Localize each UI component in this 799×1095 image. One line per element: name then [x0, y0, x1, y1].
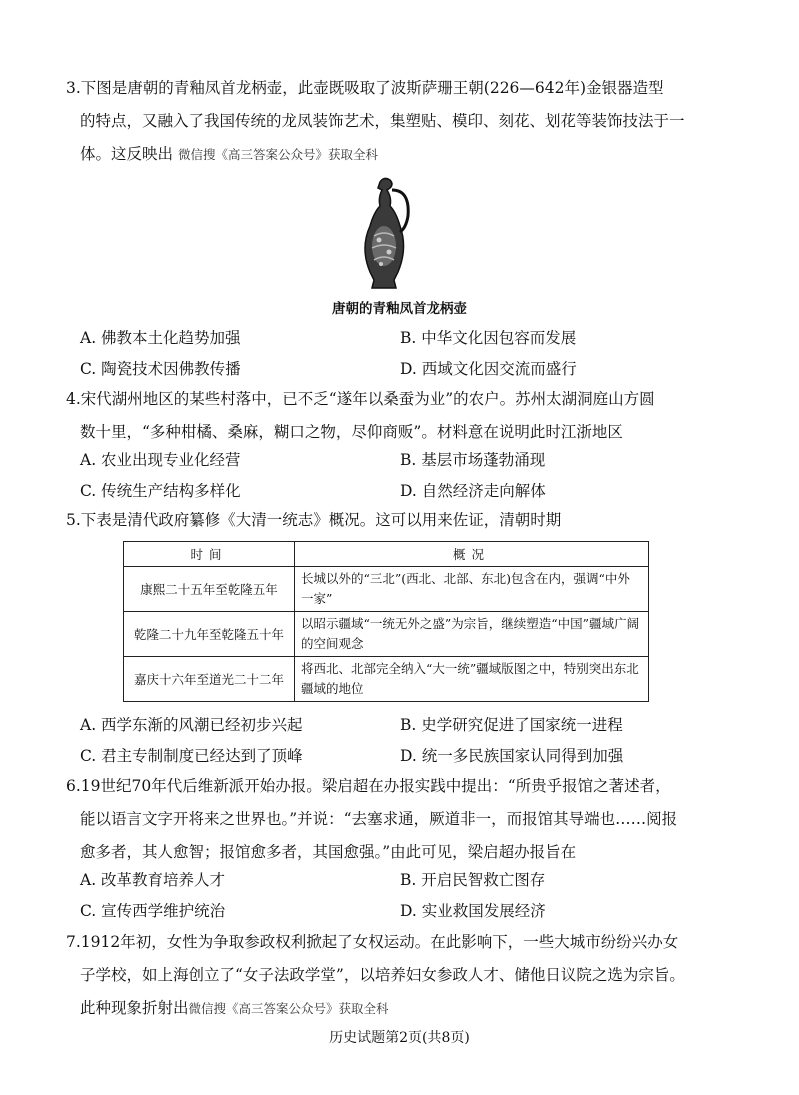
table-row [124, 657, 649, 702]
watermark-text: 微信搜《高三答案公众号》获取全科 [177, 147, 378, 162]
q7-line-1: 7.1912年初，女性为争取参政权利掀起了女权运动。在此影响下，一些大城市纷纷兴办女 [66, 933, 679, 951]
q7-line-3-text: 此种现象折射出 [80, 999, 189, 1017]
table-row [124, 612, 649, 657]
table-cell-overview: 以昭示疆域“一统无外之盛”为宗旨，继续塑造“中国”疆域广阔的空间观念 [295, 612, 649, 657]
q6-option-a[interactable]: A. 改革教育培养人才 [80, 870, 226, 889]
vase-illustration [350, 176, 420, 294]
q3-option-c[interactable]: C. 陶瓷技术因佛教传播 [80, 359, 241, 378]
q3-line-3-text: 体。这反映出 [80, 145, 174, 163]
q3-options-row-1 [80, 321, 720, 352]
q3-line-2: 的特点，又融入了我国传统的龙凤装饰艺术，集塑贴、模印、刻花、划花等装饰技法于一 [80, 112, 685, 130]
q6-line-3: 愈多者，其人愈智；报馆愈多者，其国愈强。”由此可见，梁启超办报旨在 [80, 843, 577, 861]
question-7-stem [66, 926, 756, 1025]
q5-line-1: 5.下表是清代政府纂修《大清一统志》概况。这可以用来佐证，清朝时期 [66, 511, 562, 529]
question-3-stem [66, 72, 756, 171]
table-cell-time: 康熙二十五年至乾隆五年 [124, 567, 295, 612]
q4-options-row-2 [80, 474, 720, 505]
q3-option-a[interactable]: A. 佛教本土化趋势加强 [80, 328, 241, 347]
q6-option-d[interactable]: D. 实业救国发展经济 [400, 901, 546, 920]
table-cell-overview: 将西北、北部完全纳入“大一统”疆域版图之中，特别突出东北疆域的地位 [295, 657, 649, 702]
page-footer: 历史试题第2页(共8页) [329, 1030, 470, 1046]
q4-option-d[interactable]: D. 自然经济走向解体 [400, 481, 546, 500]
question-5-stem [66, 504, 756, 537]
q3-option-d[interactable]: D. 西域文化因交流而盛行 [400, 359, 577, 378]
table-header-overview: 概况 [295, 542, 649, 567]
table-row [124, 567, 649, 612]
q7-line-2: 子学校，如上海创立了“女子法政学堂”，以培养妇女参政人才、储他日议院之选为宗旨。 [80, 966, 685, 984]
q6-line-2: 能以语言文字开将来之世界也。”并说：“去塞求通，厥道非一，而报馆其导端也……阅报 [80, 810, 678, 828]
q3-options-row-2 [80, 352, 720, 383]
q5-options-row-2 [80, 739, 720, 770]
q5-option-a[interactable]: A. 西学东渐的风潮已经初步兴起 [80, 715, 303, 734]
q4-option-a[interactable]: A. 农业出现专业化经营 [80, 450, 241, 469]
q4-option-b[interactable]: B. 基层市场蓬勃涌现 [400, 450, 546, 469]
q4-line-1: 4.宋代湖州地区的某些村落中，已不乏“遂年以桑蚕为业”的农户。苏州太湖洞庭山方圆 [66, 390, 655, 408]
q5-option-c[interactable]: C. 君主专制制度已经达到了顶峰 [80, 746, 303, 765]
q6-line-1: 6.19世纪70年代后维新派开始办报。梁启超在办报实践中提出：“所贵乎报馆之著述者， [66, 777, 671, 795]
q3-line-3 [66, 138, 756, 171]
q6-options [80, 863, 720, 925]
q5-option-d[interactable]: D. 统一多民族国家认同得到加强 [400, 746, 624, 765]
q3-line-1: 3.下图是唐朝的青釉凤首龙柄壶，此壶既吸取了波斯萨珊王朝(226—642年)金银器造型 [66, 79, 664, 97]
q3-options [80, 321, 720, 383]
q5-option-b[interactable]: B. 史学研究促进了国家统一进程 [400, 715, 623, 734]
q6-option-c[interactable]: C. 宣传西学维护统治 [80, 901, 226, 920]
q6-options-row-1 [80, 863, 720, 894]
watermark-text: 微信搜《高三答案公众号》获取全科 [188, 1001, 389, 1016]
q4-line-2: 数十里，“多种柑橘、桑麻，糊口之物，尽仰商贩”。材料意在说明此时江浙地区 [80, 423, 623, 441]
q4-options [80, 443, 720, 505]
q4-option-c[interactable]: C. 传统生产结构多样化 [80, 481, 241, 500]
question-6-stem [66, 770, 756, 869]
table-cell-time: 乾隆二十九年至乾隆五十年 [124, 612, 295, 657]
question-4-stem [66, 383, 756, 449]
table-header-time: 时间 [124, 542, 295, 567]
q6-option-b[interactable]: B. 开启民智救亡图存 [400, 870, 546, 889]
q3-option-b[interactable]: B. 中华文化因包容而发展 [400, 328, 577, 347]
table-cell-time: 嘉庆十六年至道光二十二年 [124, 657, 295, 702]
table-cell-overview: 长城以外的“三北”(西北、北部、东北)包含在内，强调“中外一家” [295, 567, 649, 612]
vase-caption: 唐朝的青釉凤首龙柄壶 [332, 301, 467, 317]
q6-options-row-2 [80, 894, 720, 925]
q5-options [80, 708, 720, 770]
q7-line-3 [66, 992, 756, 1025]
qing-gazetteer-table [123, 541, 649, 702]
q4-options-row-1 [80, 443, 720, 474]
table-header-row [124, 542, 649, 567]
q5-options-row-1 [80, 708, 720, 739]
